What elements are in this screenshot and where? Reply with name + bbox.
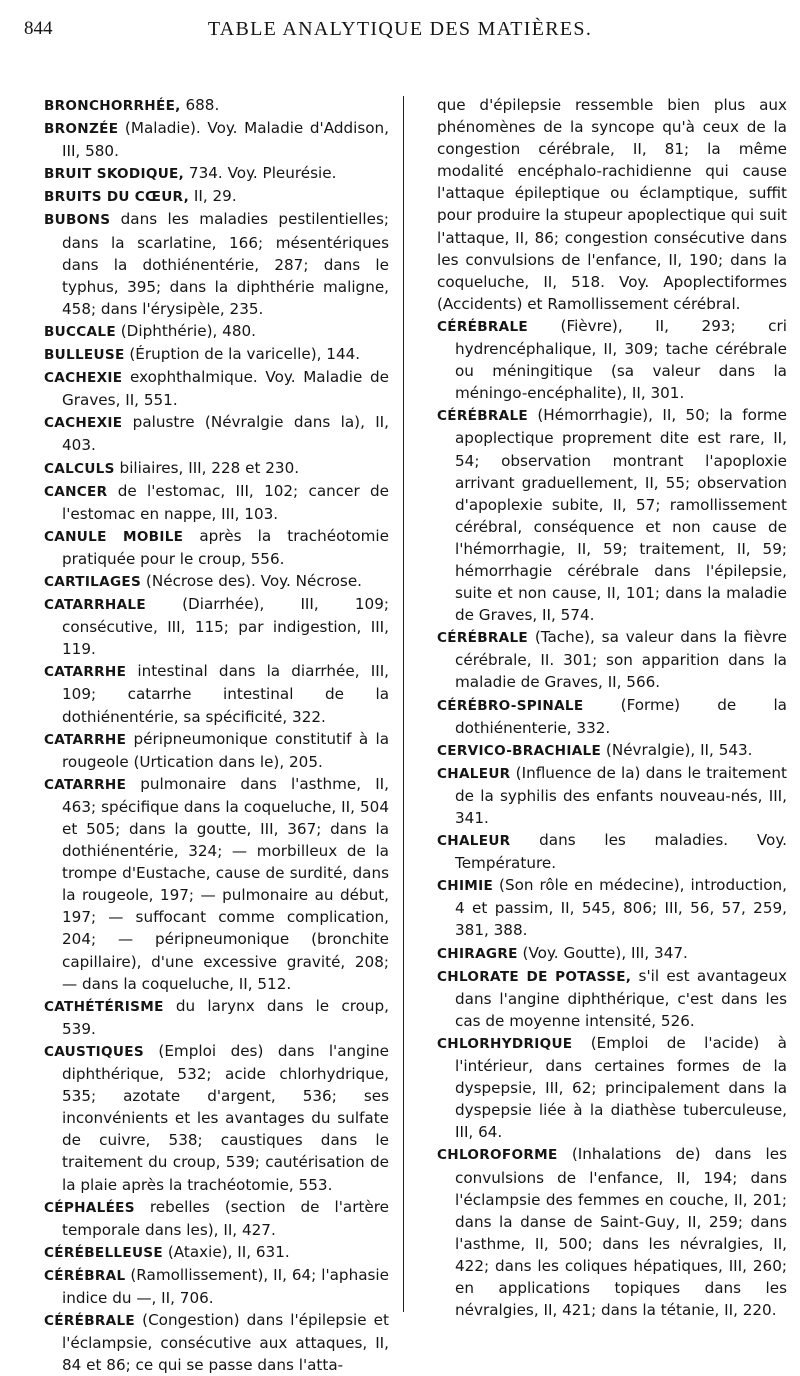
entry-headword: CÉRÉBRALE bbox=[437, 630, 529, 647]
entry-text: intestinal dans la diarrhée, III, 109; catarrhe intestinal de la dothiénentérie, sa spécificité, 322. bbox=[62, 662, 389, 726]
entry-headword: CERVICO-BRACHIALE bbox=[437, 742, 602, 759]
entry-headword: CATHÉTÉRISME bbox=[44, 998, 164, 1015]
index-entry bbox=[44, 593, 389, 660]
entry-headword: BULLEUSE bbox=[44, 347, 125, 364]
entry-headword: CÉRÉBRO-SPINALE bbox=[437, 697, 584, 714]
index-entry bbox=[44, 320, 389, 343]
index-entry bbox=[44, 1264, 389, 1309]
entry-headword: BUBONS bbox=[44, 212, 111, 229]
entry-headword: CALCULS bbox=[44, 460, 115, 477]
entry-headword: CÉRÉBRAL bbox=[44, 1267, 126, 1284]
entry-text: (Fièvre), II, 293; cri hydrencéphalique, II, 309; tache cérébrale ou méningitique (sa valeur dans la méningo-encéphalite), II, 301. bbox=[455, 316, 787, 403]
index-entry bbox=[437, 762, 787, 829]
entry-headword: CHALEUR bbox=[437, 833, 511, 850]
index-entry bbox=[44, 660, 389, 727]
entry-headword: CÉPHALÉES bbox=[44, 1199, 135, 1216]
entry-headword: CÉRÉBRALE bbox=[44, 1313, 136, 1330]
entry-headword: CÉRÉBELLEUSE bbox=[44, 1244, 163, 1261]
entry-text: après la trachéotomie pratiquée pour le croup, 556. bbox=[62, 526, 389, 568]
index-entry bbox=[44, 773, 389, 995]
entry-text: (Nécrose des). Voy. Nécrose. bbox=[141, 571, 362, 590]
index-entry bbox=[437, 404, 787, 626]
index-entry bbox=[437, 94, 787, 315]
index-entry bbox=[44, 1040, 389, 1196]
right-column bbox=[437, 94, 787, 1321]
entry-text: biliaires, III, 228 et 230. bbox=[114, 458, 300, 477]
index-entry bbox=[44, 457, 389, 480]
index-entry bbox=[44, 185, 389, 208]
page-number: 844 bbox=[24, 18, 53, 39]
entry-text: 688. bbox=[180, 96, 220, 114]
index-entry bbox=[44, 1196, 389, 1241]
entry-headword: CAUSTIQUES bbox=[44, 1043, 144, 1060]
index-entry bbox=[437, 1143, 787, 1321]
entry-text: (Hémorrhagie), II, 50; la forme apoplectique proprement dite est rare, II, 54; observation montrant l'apoploxie arrivant graduellement, II, 55; observation d'apoplexie subite, II, 57; ramollissement cérébral, conséquence et non cause de l'hémorrhagie, II, 59; traitement, II, 59; hémorrhagie cérébrale dans l'épilepsie, suite et non cause, II, 101; dans la maladie de Graves, II, 574. bbox=[455, 406, 787, 625]
running-header bbox=[0, 6, 800, 46]
entry-text: (Ramollissement), II, 64; l'aphasie indice du —, II, 706. bbox=[62, 1265, 389, 1307]
index-entry bbox=[44, 525, 389, 570]
entry-text: dans les maladies pestilentielles; dans la scarlatine, 166; mésentériques dans la dothiénentérie, 287; dans le typhus, 395; dans la diphthérie maligne, 458; dans l'érysipèle, 235. bbox=[62, 210, 389, 318]
entry-text: s'il est avantageux dans l'angine diphthérique, c'est dans les cas de moyenne intensité, 526. bbox=[455, 966, 787, 1030]
entry-text: (Voy. Goutte), III, 347. bbox=[517, 943, 688, 962]
entry-text: (Diphthérie), 480. bbox=[115, 321, 256, 340]
column-divider bbox=[403, 96, 404, 1312]
entry-headword: BRUITS DU CŒUR, bbox=[44, 189, 190, 206]
index-entry bbox=[44, 728, 389, 773]
index-entry bbox=[437, 694, 787, 739]
entry-headword: CHLORATE DE POTASSE, bbox=[437, 968, 632, 985]
entry-text: (Éruption de la varicelle), 144. bbox=[124, 345, 361, 364]
entry-text: (Ataxie), II, 631. bbox=[163, 1242, 290, 1261]
entry-headword: CACHEXIE bbox=[44, 370, 123, 387]
entry-text: (Maladie). Voy. Maladie d'Addison, III, 580. bbox=[62, 119, 389, 161]
entry-text: II, 29. bbox=[189, 187, 237, 206]
index-entry bbox=[437, 315, 787, 404]
entry-text: de l'estomac, III, 102; cancer de l'estomac en nappe, III, 103. bbox=[62, 481, 389, 523]
entry-headword: CHLOROFORME bbox=[437, 1147, 558, 1164]
index-entry bbox=[44, 162, 389, 185]
entry-headword: CATARRHE bbox=[44, 731, 127, 748]
entry-text: (Congestion) dans l'épilepsie et l'éclampsie, consécutive aux attaques, II, 84 et 86; ce qui se passe dans l'atta- bbox=[62, 1311, 389, 1375]
entry-text: exophthalmique. Voy. Maladie de Graves, II, 551. bbox=[62, 368, 389, 410]
entry-headword: BRUIT SKODIQUE, bbox=[44, 166, 185, 183]
entry-text: (Influence de la) dans le traitement de la syphilis des enfants nouveau-nés, III, 341. bbox=[455, 763, 787, 827]
index-entry bbox=[437, 829, 787, 874]
entry-text: du larynx dans le croup, 539. bbox=[62, 996, 389, 1038]
index-entry bbox=[44, 117, 389, 162]
entry-text: (Tache), sa valeur dans la fièvre cérébrale, II. 301; son apparition dans la maladie de Graves, II, 566. bbox=[455, 628, 787, 692]
index-entry bbox=[44, 411, 389, 456]
entry-headword: CHLORHYDRIQUE bbox=[437, 1035, 573, 1052]
entry-text: (Emploi de l'acide) à l'intérieur, dans certaines formes de la dyspepsie, III, 62; principalement dans la dyspepsie liée à la diathèse tuberculeuse, III, 64. bbox=[455, 1033, 787, 1142]
entry-headword: CANULE MOBILE bbox=[44, 528, 184, 545]
index-entry bbox=[44, 366, 389, 411]
running-title: TABLE ANALYTIQUE DES MATIÈRES. bbox=[207, 18, 593, 40]
index-entry bbox=[44, 208, 389, 319]
entry-text: (Inhalations de) dans les convulsions de l'enfance, II, 194; dans l'éclampsie des femmes en couche, II, 201; dans la danse de Saint-Guy, II, 259; dans l'asthme, II, 500; dans les névralgies, II, 422; dans les coliques hépatiques, III, 260; en applications topiques dans les névralgies, II, 421; dans la tétanie, II, 220. bbox=[455, 1145, 787, 1320]
index-entry bbox=[437, 739, 787, 762]
index-entry bbox=[437, 874, 787, 941]
index-entry bbox=[44, 343, 389, 366]
index-entry bbox=[44, 570, 389, 593]
index-entry bbox=[44, 1309, 389, 1376]
index-entry bbox=[437, 1032, 787, 1143]
entry-headword: BRONZÉE bbox=[44, 121, 119, 138]
index-entry bbox=[44, 94, 389, 117]
entry-headword: CHIMIE bbox=[437, 878, 494, 895]
entry-headword: CHIRAGRE bbox=[437, 945, 518, 962]
entry-text: péripneumonique constitutif à la rougeole (Urtication dans le), 205. bbox=[62, 729, 389, 771]
entry-headword: CATARRHE bbox=[44, 776, 127, 793]
entry-headword: CACHEXIE bbox=[44, 415, 123, 432]
index-entry bbox=[44, 480, 389, 525]
entry-text: (Emploi des) dans l'angine diphthérique, 532; acide chlorhydrique, 535; azotate d'argent, 536; ses inconvénients et les avantages du sulfate de cuivre, 538; caustiques dans le traitement du croup, 539; cautérisation de la plaie après la trachéotomie, 553. bbox=[62, 1041, 389, 1194]
entry-headword: CANCER bbox=[44, 483, 108, 500]
entry-text: (Névralgie), II, 543. bbox=[601, 740, 753, 759]
entry-text: pulmonaire dans l'asthme, II, 463; spécifique dans la coqueluche, II, 504 et 505; dans la goutte, III, 367; dans la dothiénentérie, 324; — morbilleux de la trompe d'Eustache, cause de surdité, dans la rougeole, 197; — pulmonaire au début, 197; — suffocant comme complication, 204; — péripneumonique (bronchite capillaire), d'une excessive gravité, 208; — dans la coqueluche, II, 512. bbox=[62, 774, 389, 993]
entry-headword: CATARRHALE bbox=[44, 597, 146, 614]
entry-text: palustre (Névralgie dans la), II, 403. bbox=[62, 413, 389, 455]
entry-headword: CÉRÉBRALE bbox=[437, 318, 529, 335]
index-entry bbox=[437, 965, 787, 1032]
left-column bbox=[44, 94, 389, 1376]
entry-headword: BUCCALE bbox=[44, 323, 116, 340]
entry-text: (Son rôle en médecine), introduction, 4 et passim, II, 545, 806; III, 56, 57, 259, 381, 388. bbox=[455, 876, 787, 940]
index-entry bbox=[44, 1241, 389, 1264]
entry-text: rebelles (section de l'artère temporale dans les), II, 427. bbox=[62, 1197, 389, 1239]
entry-headword: BRONCHORRHÉE, bbox=[44, 98, 181, 114]
index-entry bbox=[44, 995, 389, 1040]
entry-text: (Diarrhée), III, 109; consécutive, III, 115; par indigestion, III, 119. bbox=[62, 595, 389, 659]
index-entry bbox=[437, 626, 787, 693]
entry-headword: CARTILAGES bbox=[44, 573, 142, 590]
entry-headword: CÉRÉBRALE bbox=[437, 408, 529, 425]
index-entry bbox=[437, 942, 787, 965]
entry-text: que d'épilepsie ressemble bien plus aux phénomènes de la syncope qu'à ceux de la congestion cérébrale, II, 81; la même modalité encéphalo-rachidienne qui cause l'attaque épileptique ou éclamptique, suffit pour produire la stupeur apoplectique qui suit l'attaque, II, 86; congestion consécutive dans les convulsions de l'enfance, II, 190; dans la coqueluche, II, 518. Voy. Apoplectiformes (Accidents) et Ramollissement cérébral. bbox=[437, 96, 787, 313]
entry-text: dans les maladies. Voy. Température. bbox=[455, 831, 787, 873]
entry-text: (Forme) de la dothiénenterie, 332. bbox=[455, 695, 787, 737]
entry-text: 734. Voy. Pleurésie. bbox=[184, 164, 337, 183]
entry-headword: CHALEUR bbox=[437, 765, 511, 782]
entry-headword: CATARRHE bbox=[44, 664, 127, 681]
